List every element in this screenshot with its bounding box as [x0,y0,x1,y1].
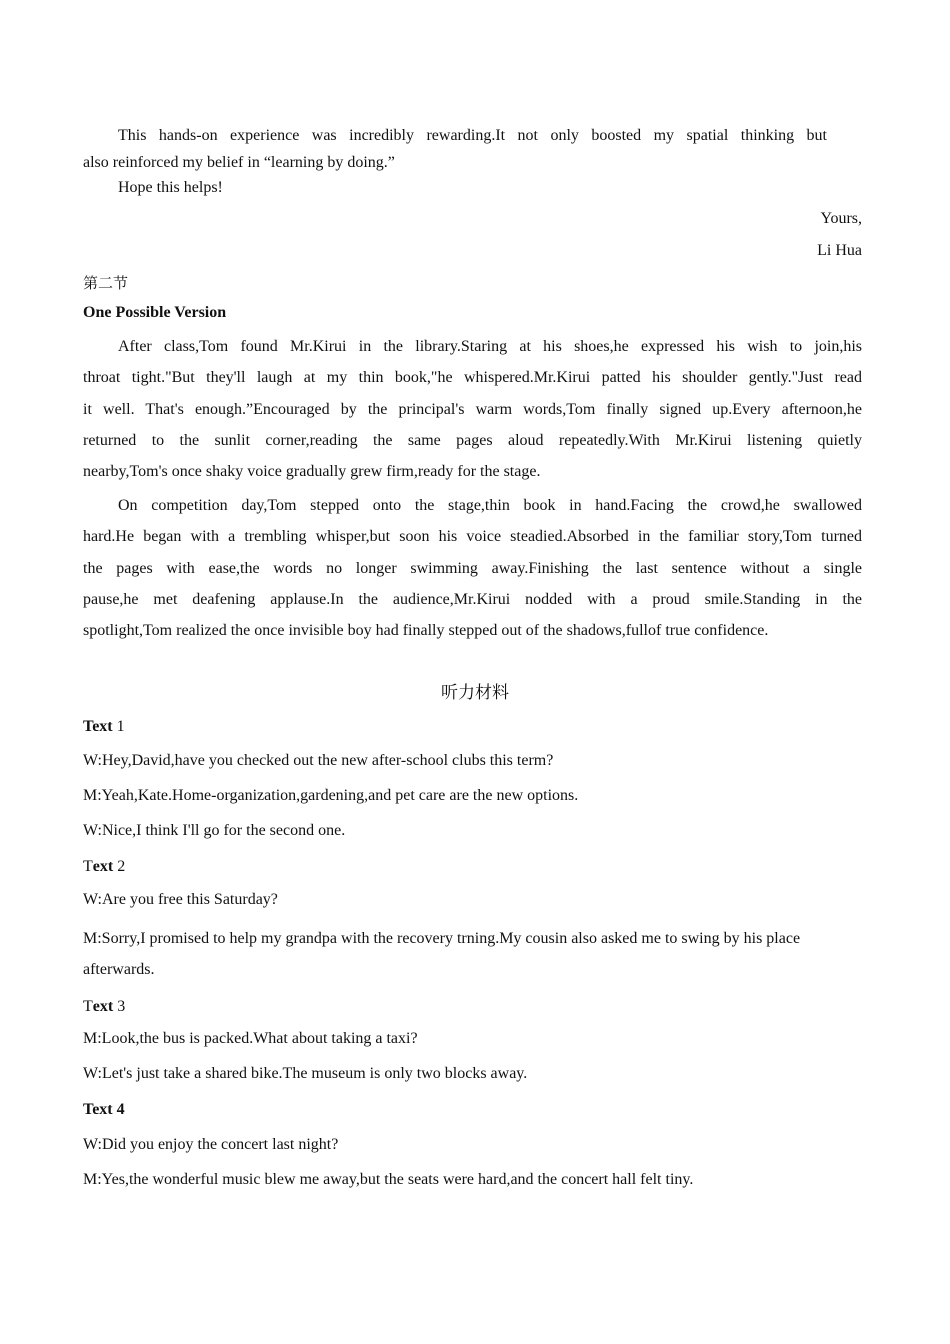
dialogue-line: W:Let's just take a shared bike.The museum is only two blocks away. [83,1065,528,1082]
dialogue-line: afterwards. [83,961,155,978]
dialogue-line: M:Sorry,I promised to help my grandpa with the recovery trning.My cousin also asked me to swing by his place [83,930,801,947]
dialogue-line: M:Look,the bus is packed.What about taking a taxi? [83,1030,418,1047]
section-subheading: One Possible Version [83,304,227,321]
paragraph-line: it well. That's enough.”Encouraged by the principal's warm words,Tom finally signed up.Every afternoon,he [83,401,862,418]
dialogue-line: W:Nice,I think I'll go for the second one. [83,822,346,839]
paragraph-line: nearby,Tom's once shaky voice gradually grew firm,ready for the stage. [83,463,541,480]
paragraph-line: throat tight."But they'll laugh at my thin book,"he whispered.Mr.Kirui patted his shoulder gently."Just read [83,369,862,386]
dialogue-line: M:Yes,the wonderful music blew me away,but the seats were hard,and the concert hall felt tiny. [83,1171,694,1188]
paragraph-line: On competition day,Tom stepped onto the stage,thin book in hand.Facing the crowd,he swallowed [118,497,862,514]
letter-paragraph: Hope this helps! [118,179,223,196]
letter-paragraph-line: also reinforced my belief in “learning by doing.” [83,154,395,171]
text-label-number: 1 [116,718,125,735]
letter-closing: Yours, [820,210,862,227]
text-label-word-initial: T [83,998,93,1015]
text-label [83,857,125,877]
text-label-word-rest: ext [92,858,114,875]
text-label-word-rest: ext [92,998,114,1015]
text-label-word-initial: T [83,858,93,875]
text-label [83,997,125,1017]
dialogue-line: W:Hey,David,have you checked out the new after-school clubs this term? [83,752,554,769]
dialogue-line: M:Yeah,Kate.Home-organization,gardening,and pet care are the new options. [83,787,579,804]
paragraph-line: spotlight,Tom realized the once invisible boy had finally stepped out of the shadows,fullof true confidence. [83,622,769,639]
dialogue-line: W:Did you enjoy the concert last night? [83,1136,339,1153]
section-heading: 第二节 [83,274,129,292]
listening-title: 听力材料 [441,683,509,703]
paragraph-line: the pages with ease,the words no longer swimming away.Finishing the last sentence without a single [83,560,862,577]
paragraph-line: hard.He began with a trembling whisper,but soon his voice steadied.Absorbed in the familiar story,Tom turned [83,528,862,545]
letter-paragraph-line: This hands-on experience was incredibly rewarding.It not only boosted my spatial thinking but [118,127,827,144]
paragraph-line: returned to the sunlit corner,reading the same pages aloud repeatedly.With Mr.Kirui listening quietly [83,432,862,449]
text-label: Text 4 [83,1101,125,1118]
paragraph-line: pause,he met deafening applause.In the audience,Mr.Kirui nodded with a proud smile.Standing in the [83,591,862,608]
dialogue-line: W:Are you free this Saturday? [83,891,278,908]
text-label-number: 2 [117,858,126,875]
paragraph-line: After class,Tom found Mr.Kirui in the library.Staring at his shoes,he expressed his wish to join,his [118,338,862,355]
text-label-word: Text [83,718,113,735]
text-label-number: 3 [117,998,126,1015]
letter-signature: Li Hua [817,242,862,259]
text-label [83,717,125,737]
